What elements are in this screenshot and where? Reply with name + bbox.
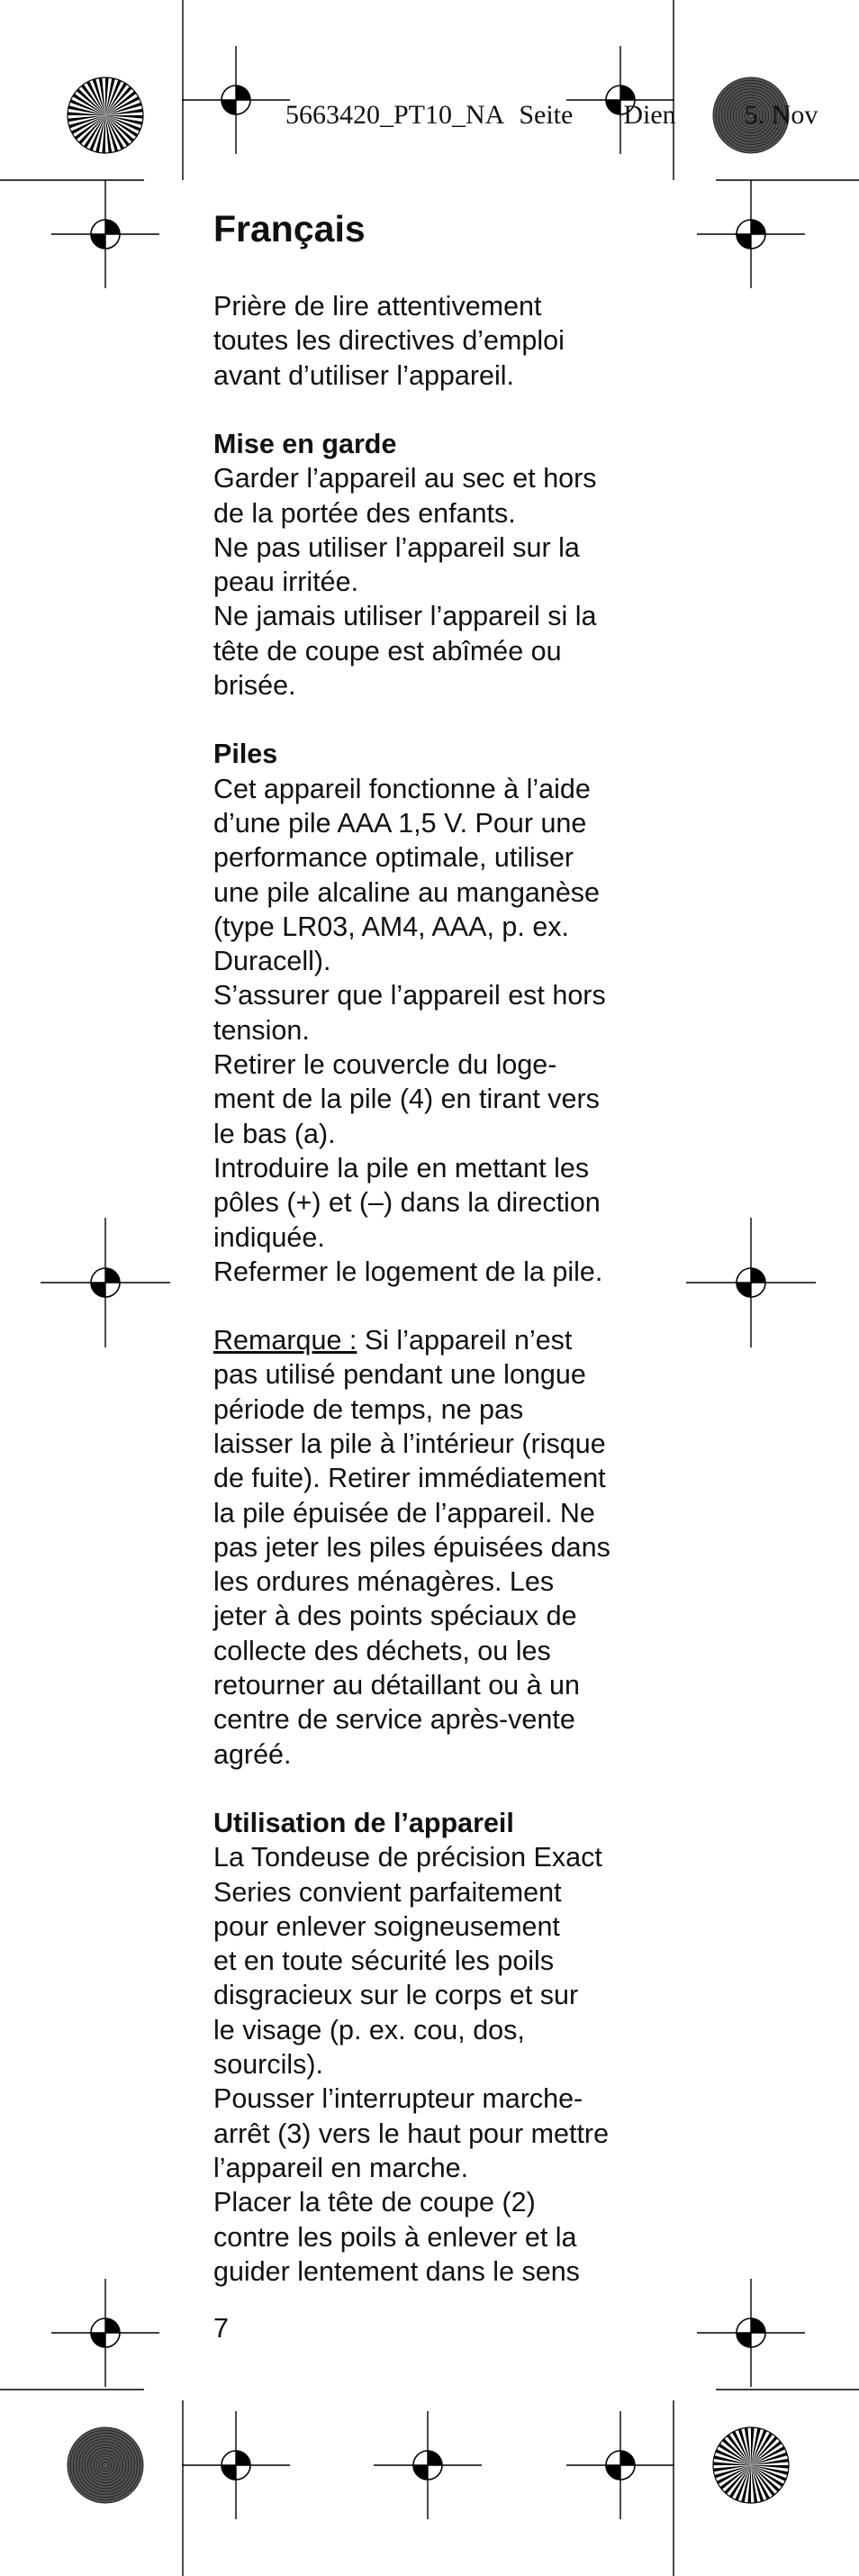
job-id: 5663420_PT10_NA xyxy=(285,100,505,130)
note-section xyxy=(213,1323,646,1772)
batteries-line: une pile alcaline au manganèse xyxy=(213,876,601,908)
note-line: période de temps, ne pas xyxy=(213,1393,524,1425)
usage-line: le visage (p. ex. cou, dos, xyxy=(213,2014,525,2045)
star-target xyxy=(713,2427,789,2503)
note-line: de fuite). Retirer immédiatement xyxy=(213,1463,606,1494)
batteries-line: ment de la pile (4) en tirant vers xyxy=(213,1084,600,1115)
warning-line: de la portée des enfants. xyxy=(213,497,516,529)
intro-line: Prière de lire attentivement xyxy=(213,291,542,322)
registration-mark xyxy=(697,180,805,288)
batteries-line: Duracell). xyxy=(213,946,331,977)
usage-heading: Utilisation de l’appareil xyxy=(213,1807,514,1838)
batteries-line: d’une pile AAA 1,5 V. Pour une xyxy=(213,807,587,839)
batteries-line: Cet appareil fonctionne à l’aide xyxy=(213,773,591,804)
note-line: pas utilisé pendant une longue xyxy=(213,1359,586,1391)
warning-line: Garder l’appareil au sec et hors xyxy=(213,463,597,494)
batteries-line: Refermer le logement de la pile. xyxy=(213,1256,603,1287)
page-title: Français xyxy=(213,208,366,249)
warning-line: Ne pas utiliser l’appareil sur la xyxy=(213,531,580,563)
usage-line: guider lentement dans le sens xyxy=(213,2255,580,2287)
batteries-section xyxy=(213,737,646,1289)
page-number: 7 xyxy=(213,2313,229,2344)
note-line: collecte des déchets, ou les xyxy=(213,1635,551,1666)
note-first-line-text: Si l’appareil n’est xyxy=(357,1325,573,1356)
warning-line: brisée. xyxy=(213,670,296,702)
usage-line: Series convient parfaitement xyxy=(213,1876,562,1908)
registration-mark xyxy=(374,2411,482,2519)
batteries-line: le bas (a). xyxy=(213,1118,336,1149)
seite-label: Seite xyxy=(519,100,574,130)
batteries-line: tension. xyxy=(213,1014,310,1046)
note-line: centre de service après-vente xyxy=(213,1704,575,1736)
registration-mark xyxy=(697,2279,805,2387)
note-line: pas jeter les piles épuisées dans xyxy=(213,1531,610,1563)
note-line: la pile épuisée de l’appareil. Ne xyxy=(213,1497,595,1528)
batteries-line: indiquée. xyxy=(213,1221,325,1253)
batteries-line: Introduire la pile en mettant les xyxy=(213,1152,590,1184)
usage-line: et en toute sécurité les poils xyxy=(213,1946,555,1977)
registration-mark xyxy=(182,2411,290,2519)
note-line: retourner au détaillant ou à un xyxy=(213,1670,580,1701)
note-line: jeter à des points spéciaux de xyxy=(213,1601,577,1632)
usage-line: sourcils). xyxy=(213,2049,324,2081)
warning-line: Ne jamais utiliser l’appareil si la xyxy=(213,601,597,632)
registration-mark xyxy=(51,180,159,288)
usage-line: Pousser l’interrupteur marche- xyxy=(213,2083,583,2115)
ring-target xyxy=(68,2427,143,2503)
batteries-line: Retirer le couvercle du loge- xyxy=(213,1049,557,1081)
note-line: les ordures ménagères. Les xyxy=(213,1566,555,1598)
usage-line: l’appareil en marche. xyxy=(213,2152,469,2183)
usage-line: arrêt (3) vers le haut pour mettre xyxy=(213,2118,610,2149)
star-target xyxy=(68,77,143,153)
batteries-heading: Piles xyxy=(213,739,278,770)
usage-line: Placer la tête de coupe (2) xyxy=(213,2187,536,2218)
registration-mark xyxy=(566,2411,674,2519)
registration-mark xyxy=(182,46,290,154)
note-line: laisser la pile à l’intérieur (risque xyxy=(213,1429,606,1459)
usage-line: La Tondeuse de précision Exact xyxy=(213,1842,602,1873)
date-label: 5. Nov xyxy=(744,100,818,130)
usage-line: pour enlever soigneusement xyxy=(213,1910,560,1942)
warning-line: tête de coupe est abîmée ou xyxy=(213,635,562,667)
usage-line: disgracieux sur le corps et sur xyxy=(213,1980,579,2011)
intro-line: toutes les directives d’emploi xyxy=(213,325,565,357)
batteries-line: (type LR03, AM4, AAA, p. ex. xyxy=(213,911,570,942)
batteries-line: performance optimale, utiliser xyxy=(213,842,574,874)
dien-label: Dien xyxy=(623,100,676,130)
batteries-line: S’assurer que l’appareil est hors xyxy=(213,980,606,1011)
print-header xyxy=(285,100,832,131)
warning-heading: Mise en garde xyxy=(213,428,397,459)
intro-section xyxy=(213,289,646,393)
usage-section xyxy=(213,1806,646,2289)
registration-mark xyxy=(51,2279,159,2387)
note-first-line xyxy=(213,1323,646,1357)
registration-mark xyxy=(41,1218,170,1347)
note-label: Remarque : xyxy=(213,1325,357,1356)
warning-section xyxy=(213,427,646,703)
batteries-line: pôles (+) et (–) dans la direction xyxy=(213,1187,601,1219)
manual-page xyxy=(213,209,646,2323)
warning-line: peau irritée. xyxy=(213,567,359,598)
intro-line: avant d’utiliser l’appareil. xyxy=(213,359,514,391)
usage-line: contre les poils à enlever et la xyxy=(213,2221,577,2253)
note-line: agréé. xyxy=(213,1738,292,1770)
registration-mark xyxy=(686,1218,816,1347)
